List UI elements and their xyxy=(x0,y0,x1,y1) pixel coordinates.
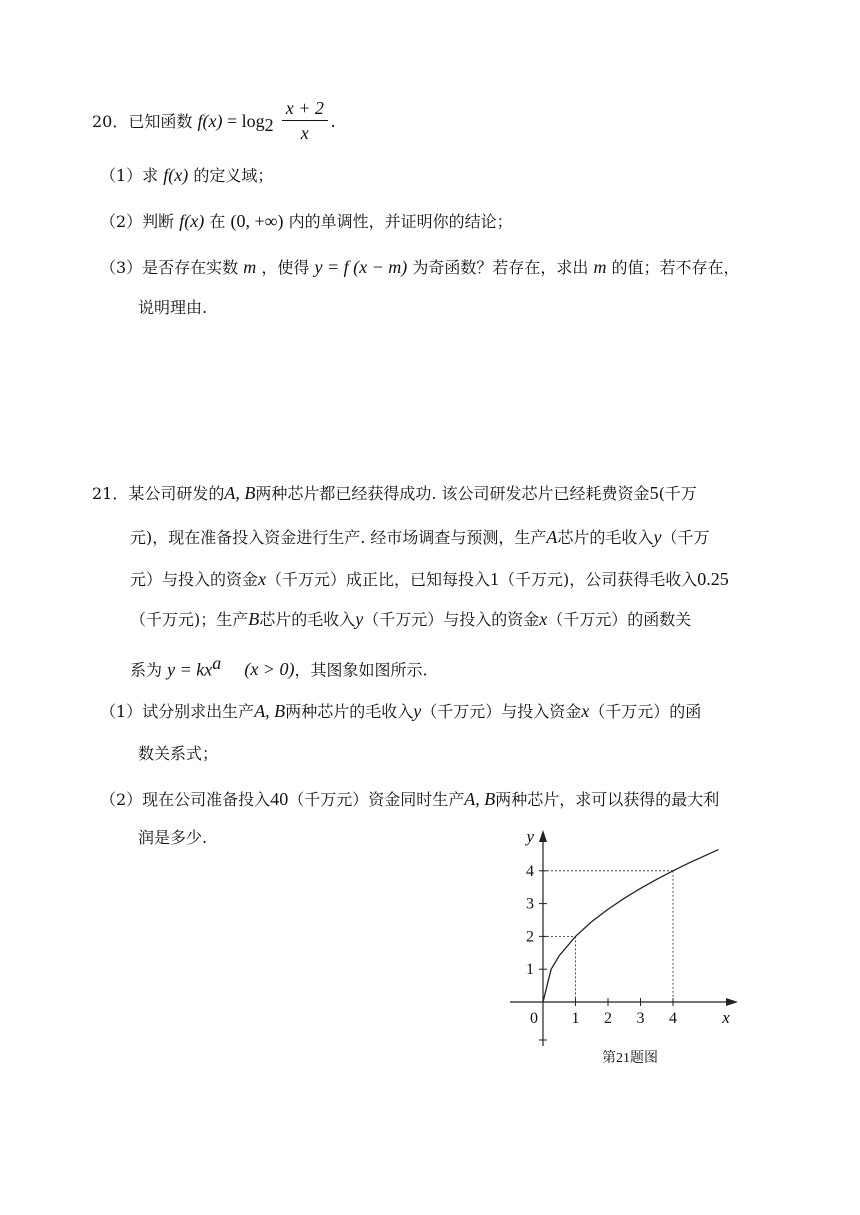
q21-l2a: 元)，现在准备投入资金进行生产. 经市场调查与预测，生产 xyxy=(130,528,547,547)
q20-p1-pre: （1）求 xyxy=(100,166,159,185)
q21-p2b: （千万元）资金同时生产 xyxy=(288,790,465,809)
q21-val: 0.25 xyxy=(697,569,729,589)
q21-l3b: （千万元）成正比，已知每投入 xyxy=(266,570,491,589)
y-tick-label-4: 4 xyxy=(526,862,534,880)
y-tick-label-2: 2 xyxy=(526,928,534,946)
q21-B: B xyxy=(248,609,260,629)
q20-eqlog: = log xyxy=(222,111,265,131)
q20-part1 xyxy=(100,166,273,184)
q21-l3a: 元）与投入的资金 xyxy=(130,570,259,589)
q20-period: . xyxy=(330,111,336,131)
q21-p1b: 两种芯片的毛收入 xyxy=(285,702,414,721)
q21-p2c: 两种芯片，求可以获得的最大利 xyxy=(495,790,720,809)
q21-line1 xyxy=(92,484,697,502)
q21-x1: x xyxy=(258,569,267,589)
q21-part2-cont: 润是多少. xyxy=(138,828,208,847)
q20-p1-f: f xyxy=(163,165,169,185)
q20-p3-pre: （3）是否存在实数 xyxy=(100,258,239,277)
q21-l1a: 21．某公司研发的 xyxy=(92,484,225,503)
q20-part3-cont: 说明理由. xyxy=(138,298,208,317)
q20-intro: 20．已知函数 xyxy=(92,112,193,131)
q21-y2: y xyxy=(355,609,364,629)
q21-part1-cont: 数关系式； xyxy=(138,744,219,763)
q20-p2-pre: （2）判断 xyxy=(100,212,175,231)
q21-l4b: 芯片的毛收入 xyxy=(259,610,356,629)
q21-line5 xyxy=(130,654,428,678)
y-axis-label: y xyxy=(526,827,534,846)
q21-l3c: （千万元)，公司获得毛收入 xyxy=(499,570,698,589)
q20-p3-eq: y = f (x − m) xyxy=(314,257,408,277)
q21-p2a: （2）现在公司准备投入 xyxy=(100,790,271,809)
q21-cond: (x > 0) xyxy=(244,659,295,680)
power-function-graph xyxy=(500,822,750,1072)
x-tick-label-2: 2 xyxy=(604,1010,612,1027)
origin-label: 0 xyxy=(530,1010,538,1027)
q21-x2: x xyxy=(539,609,548,629)
q20-p3-mid1: ，使得 xyxy=(261,258,310,277)
q20-part3 xyxy=(100,258,740,276)
y-tick-label-3: 3 xyxy=(526,895,534,913)
q20-fraction-denominator: x xyxy=(300,123,309,143)
q20-p3-post: 的值；若不存在， xyxy=(611,258,740,277)
q20-logbase: 2 xyxy=(264,115,274,136)
q21-part2 xyxy=(100,790,719,808)
q21-p1d: （千万元）的函 xyxy=(589,702,702,721)
q20-part2 xyxy=(100,212,513,230)
q21-l1b: 两种芯片都已经获得成功. 该公司研发芯片已经耗费资金 xyxy=(255,484,650,503)
q21-ab: A, B xyxy=(224,483,256,503)
q21-line2 xyxy=(130,528,709,546)
q21-part1 xyxy=(100,702,701,720)
q20-p2-mid: 在 xyxy=(209,212,226,231)
y-tick-label-1: 1 xyxy=(526,961,534,979)
q20-p3-m: m xyxy=(243,257,257,277)
q21-l2b: 芯片的毛收入 xyxy=(557,528,654,547)
q21-A: A xyxy=(546,527,558,547)
q20-p2-post: 内的单调性，并证明你的结论； xyxy=(288,212,513,231)
q21-p1a: （1）试分别求出生产 xyxy=(100,702,255,721)
q20-f: f xyxy=(197,111,203,131)
q21-formula-exp: a xyxy=(212,653,222,673)
q21-one: 1 xyxy=(490,569,500,589)
q21-p1c: （千万元）与投入资金 xyxy=(421,702,582,721)
curve-line xyxy=(543,850,719,1002)
x-tick-label-4: 4 xyxy=(669,1010,677,1027)
q21-l5a: 系为 xyxy=(130,660,163,680)
q21-five: 5 xyxy=(649,483,659,503)
q21-l1c: (千万 xyxy=(658,484,697,503)
x-axis-arrow xyxy=(726,998,738,1006)
q20-p3-m2: m xyxy=(593,257,607,277)
q21-l4c: （千万元）与投入的资金 xyxy=(363,610,540,629)
q21-l4d: （千万元）的函数关 xyxy=(547,610,692,629)
q21-l4a: （千万元)；生产 xyxy=(130,610,249,629)
q21-line4 xyxy=(130,610,691,628)
q20-p2-f: f xyxy=(179,211,185,231)
q21-line3 xyxy=(130,570,729,588)
q20-fraction xyxy=(282,99,328,142)
y-axis-arrow xyxy=(539,830,547,842)
q21-p1x: x xyxy=(581,701,590,721)
figure-caption: 第21题图 xyxy=(602,1051,658,1066)
q21-p2num: 40 xyxy=(270,789,289,809)
x-axis-label: x xyxy=(722,1008,730,1027)
q20-p1-x: (x) xyxy=(168,165,189,185)
q21-p2ab: A, B xyxy=(464,789,496,809)
q21-p1ab: A, B xyxy=(254,701,286,721)
x-tick-label-1: 1 xyxy=(571,1010,580,1027)
q21-y1: y xyxy=(653,527,662,547)
q20-title xyxy=(92,98,336,144)
q20-fx: (x) xyxy=(202,111,223,131)
q20-fraction-numerator: x + 2 xyxy=(282,99,328,121)
q20-p2-interval: (0, +∞) xyxy=(230,211,284,231)
q21-l5b: ，其图象如图所示. xyxy=(294,660,428,680)
q21-formula: y = kx xyxy=(167,659,213,680)
q21-p1y: y xyxy=(413,701,422,721)
q20-p1-post: 的定义域； xyxy=(193,166,274,185)
q21-l2c: （千万 xyxy=(661,528,710,547)
x-tick-label-3: 3 xyxy=(636,1010,645,1027)
q20-p3-mid2: 为奇函数？若存在，求出 xyxy=(412,258,589,277)
q20-p2-x: (x) xyxy=(184,211,205,231)
